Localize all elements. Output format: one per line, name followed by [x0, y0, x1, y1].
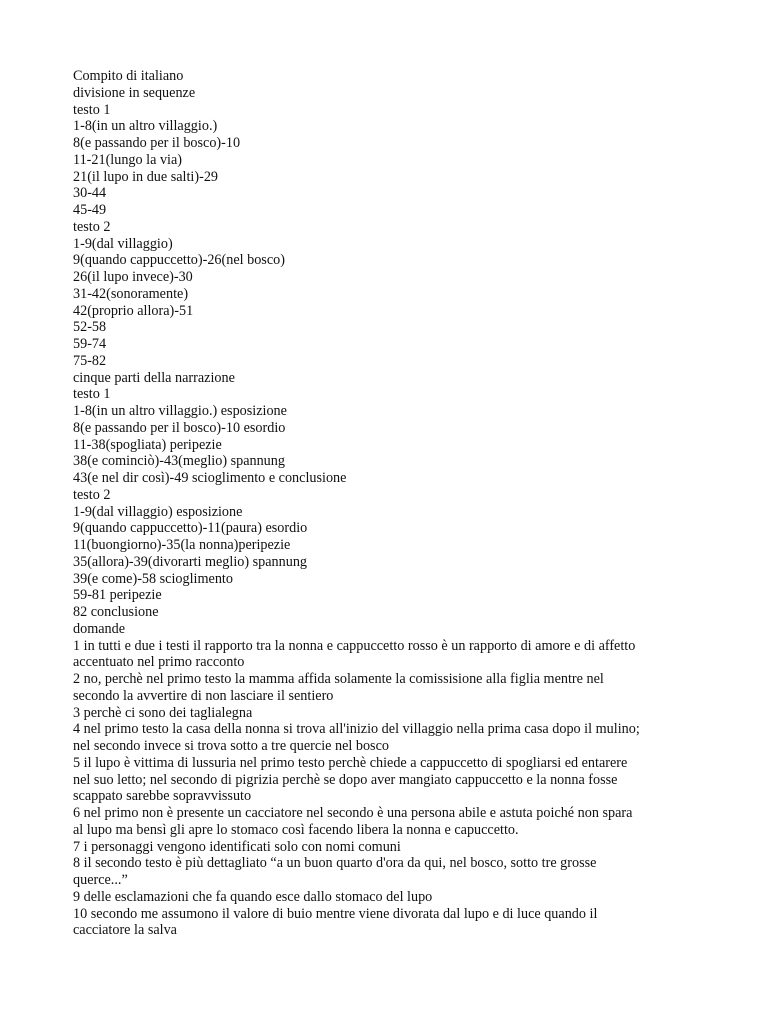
- text-line: 59-81 peripezie: [73, 587, 162, 604]
- text-line: 39(e come)-58 scioglimento: [73, 570, 233, 587]
- section-heading: cinque parti della narrazione: [73, 369, 235, 386]
- text-line: 9(quando cappuccetto)-26(nel bosco): [73, 252, 285, 269]
- answer-line: secondo la avvertire di non lasciare il sentiero: [73, 687, 334, 704]
- subsection-heading: testo 1: [73, 101, 111, 118]
- answer-line: nel suo letto; nel secondo di pigrizia perchè se dopo aver mangiato cappuccetto e la nonna fosse: [73, 771, 618, 788]
- text-line: 26(il lupo invece)-30: [73, 269, 193, 285]
- answer-line: querce...”: [73, 872, 128, 888]
- text-line: 11-21(lungo la via): [73, 151, 183, 168]
- text-line: 9(quando cappuccetto)-11(paura) esordio: [73, 520, 308, 537]
- text-line: 8(e passando per il bosco)-10: [73, 135, 241, 151]
- text-line: 38(e cominciò)-43(meglio) spannung: [73, 453, 285, 470]
- text-line: 59-74: [73, 336, 107, 352]
- text-line: 1-8(in un altro villaggio.): [73, 118, 218, 135]
- answer-line: 10 secondo me assumono il valore di buio mentre viene divorata dal lupo e di luce quando il: [73, 905, 598, 922]
- document-page: [73, 68, 713, 939]
- text-line: 42(proprio allora)-51: [73, 302, 194, 319]
- text-line: 1-9(dal villaggio): [73, 235, 173, 252]
- answer-line: al lupo ma bensì gli apre lo stomaco così facendo libera la nonna e capuccetto.: [73, 821, 519, 838]
- section-heading: domande: [73, 620, 126, 637]
- answer-line: 9 delle esclamazioni che fa quando esce dallo stomaco del lupo: [73, 888, 433, 905]
- subsection-heading: testo 2: [73, 486, 111, 503]
- section-heading: divisione in sequenze: [73, 84, 196, 101]
- answer-line: 6 nel primo non è presente un cacciatore nel secondo è una persona abile e astuta poiché non spara: [73, 805, 633, 821]
- answer-line: 5 il lupo è vittima di lussuria nel primo testo perchè chiede a cappuccetto di spogliarsi ed entarere: [73, 754, 628, 771]
- answer-line: 1 in tutti e due i testi il rapporto tra la nonna e cappuccetto rosso è un rapporto di amore e di affetto: [73, 637, 636, 654]
- text-line: 82 conclusione: [73, 604, 159, 620]
- document-title: Compito di italiano: [73, 68, 184, 84]
- answer-line: 8 il secondo testo è più dettagliato “a un buon quarto d'ora da qui, nel bosco, sotto tre grosse: [73, 855, 597, 872]
- text-line: 75-82: [73, 352, 107, 369]
- answer-line: 7 i personaggi vengono identificati solo con nomi comuni: [73, 838, 401, 855]
- answer-line: 3 perchè ci sono dei taglialegna: [73, 704, 253, 721]
- answer-line: nel secondo invece si trova sotto a tre quercie nel bosco: [73, 738, 389, 754]
- answer-line: scappato sarebbe sopravvissuto: [73, 788, 252, 805]
- text-line: 52-58: [73, 319, 107, 336]
- text-line: 30-44: [73, 185, 107, 202]
- subsection-heading: testo 2: [73, 218, 111, 235]
- text-line: 1-8(in un altro villaggio.) esposizione: [73, 403, 287, 419]
- text-line: 31-42(sonoramente): [73, 285, 189, 302]
- answer-line: accentuato nel primo racconto: [73, 654, 245, 671]
- answer-line: cacciatore la salva: [73, 922, 177, 939]
- text-line: 35(allora)-39(divorarti meglio) spannung: [73, 553, 308, 570]
- text-line: 45-49: [73, 202, 107, 218]
- text-line: 8(e passando per il bosco)-10 esordio: [73, 419, 286, 436]
- answer-line: 4 nel primo testo la casa della nonna si trova all'inizio del villaggio nella prima casa dopo il mulino;: [73, 721, 640, 738]
- text-line: 43(e nel dir così)-49 scioglimento e conclusione: [73, 470, 347, 486]
- text-line: 11-38(spogliata) peripezie: [73, 436, 222, 453]
- answer-line: 2 no, perchè nel primo testo la mamma affida solamente la comissisione alla figlia mentre nel: [73, 671, 604, 687]
- text-line: 11(buongiorno)-35(la nonna)peripezie: [73, 537, 291, 553]
- text-line: 1-9(dal villaggio) esposizione: [73, 503, 243, 520]
- subsection-heading: testo 1: [73, 386, 111, 403]
- text-line: 21(il lupo in due salti)-29: [73, 168, 219, 185]
